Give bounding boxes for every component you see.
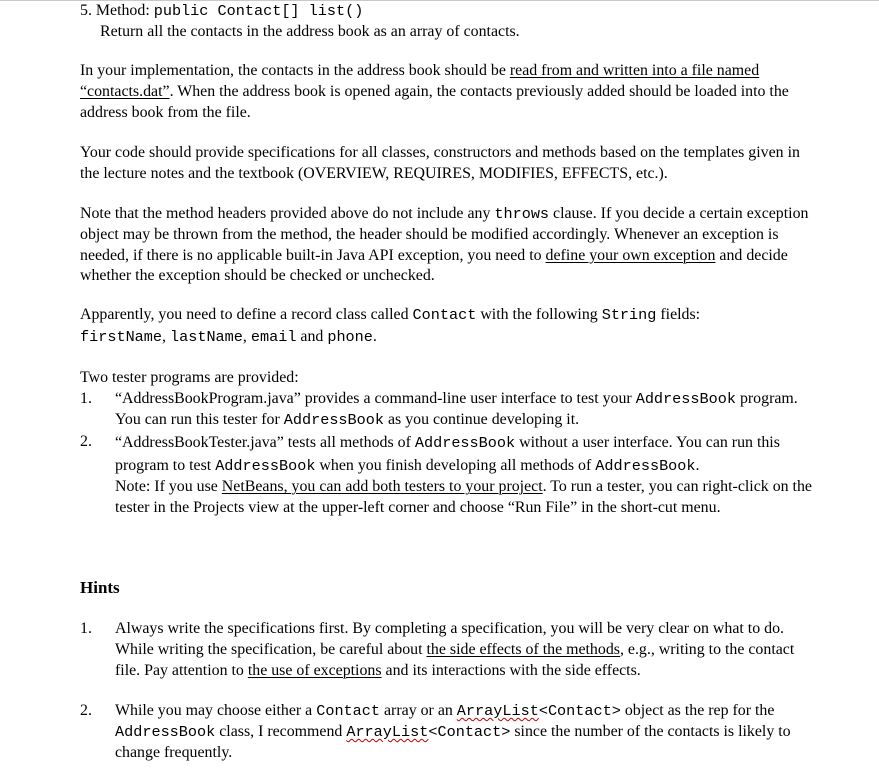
code-addressbook: AddressBook: [283, 410, 385, 429]
code-arraylist-spellcheck: ArrayList: [346, 722, 429, 741]
hints-heading: Hints: [80, 578, 120, 597]
link-side-effects: the side effects of the methods: [426, 640, 620, 658]
paragraph-specifications: Your code should provide specifications for all classes, constructors and methods based on the templates given in the lecture notes and the textbook (OVERVIEW, REQUIRES, MODIFIES, EFFECTS, etc.).: [80, 144, 800, 182]
link-use-of-exceptions: the use of exceptions: [247, 661, 382, 679]
method-5-header: [80, 1, 363, 22]
code-addressbook: AddressBook: [635, 390, 736, 408]
paragraph-record-class: Apparently, you need to define a record class called Contact with the following String fields: firstName, lastName, email and phone.: [80, 306, 701, 346]
field-firstname: firstName: [80, 328, 163, 346]
field-lastname: lastName: [169, 328, 243, 346]
link-define-exception: define your own exception: [545, 246, 716, 264]
code-addressbook: AddressBook: [115, 722, 216, 741]
field-phone: phone: [327, 328, 373, 346]
code-contact: Contact: [412, 306, 477, 324]
testers-intro: Two tester programs are provided:: [80, 369, 299, 386]
link-contacts-file: read from and written into a file named “contacts.dat”: [80, 62, 760, 100]
code-string: String: [601, 306, 657, 324]
link-netbeans: NetBeans, you can add both testers to your project: [221, 478, 543, 495]
list-number: 2.: [80, 433, 92, 450]
list-number: 1.: [80, 620, 92, 637]
paragraph-contacts-file: In your implementation, the contacts in the address book should be read from and written into a file named “contacts.dat”. When the address book is opened again, the contacts previously added should be loaded into the address book from the file.: [80, 62, 789, 121]
method-5-signature: public Contact[] list(): [153, 2, 364, 20]
code-contact: Contact: [316, 702, 381, 720]
code-contact-generic: <Contact>: [428, 722, 511, 741]
field-email: email: [250, 328, 297, 346]
list-number: 2.: [80, 702, 92, 719]
code-addressbook: AddressBook: [414, 434, 516, 452]
code-addressbook: AddressBook: [215, 456, 316, 475]
code-throws: throws: [494, 205, 550, 223]
code-arraylist-spellcheck: ArrayList: [456, 702, 539, 720]
list-number: 1.: [80, 390, 92, 407]
code-contact-generic: <Contact>: [538, 702, 621, 720]
method-5-description: Return all the contacts in the address book as an array of contacts.: [100, 23, 520, 40]
paragraph-throws: Note that the method headers provided above do not include any throws clause. If you decide a certain exception object may be thrown from the method, the header should be modified accordingly. Whenever an exception is needed, if there is no applicable built-in Java API exception, you need to define your own exception and decide whether the exception should be checked or unchecked.: [80, 205, 809, 285]
method-5-label: 5. Method:: [80, 2, 154, 19]
code-addressbook: AddressBook: [595, 456, 696, 475]
netbeans-note: Note: If you use NetBeans, you can add both testers to your project. To run a tester, you can right-click on the tester in the Projects view at the upper-left corner and choose “Run File” in the short-cut menu.: [115, 478, 812, 516]
